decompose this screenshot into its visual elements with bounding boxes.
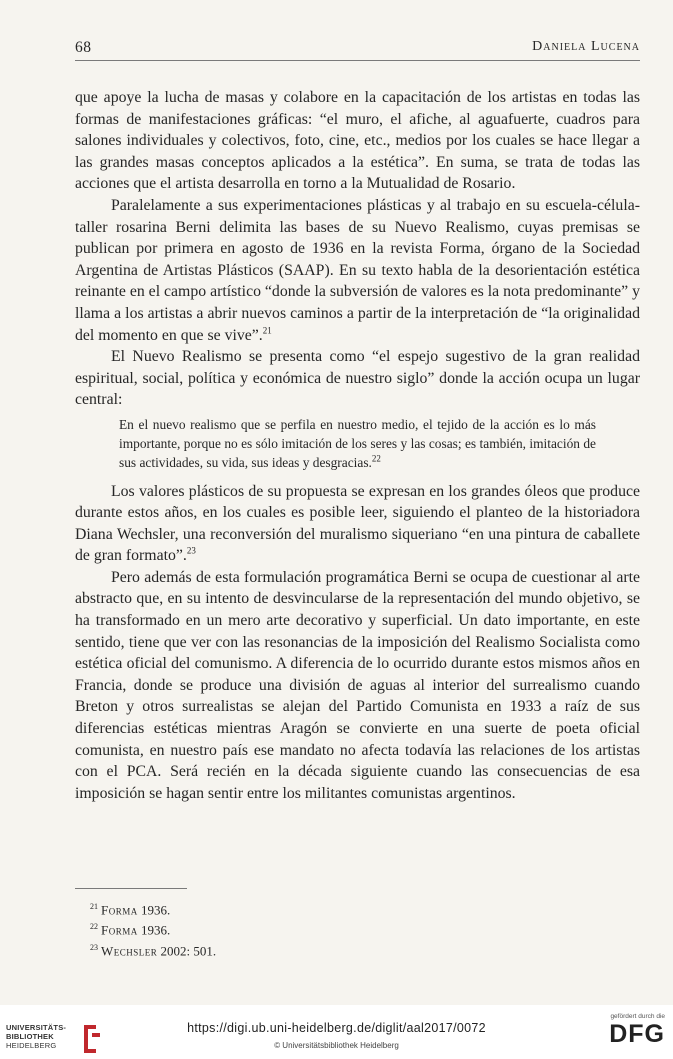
header-rule [75, 60, 640, 61]
copyright-notice: © Universitätsbibliothek Heidelberg [274, 1041, 399, 1050]
footnotes [90, 898, 490, 959]
block-quote: En el nuevo realismo que se perfila en nuestro medio, el tejido de la acción es lo más importante, porque no es sólo imitación de los seres y las cosas; es también, imitación de sus actividades, su vida, sus ideas y desgracias.$^{22}$ [119, 416, 596, 471]
body-text [75, 87, 640, 804]
paragraph-4: Los valores plásticos de su propuesta se expresan en los grandes óleos que produce durante estos años, en los cuales es posible leer, siguiendo el planteo de la historiadora Diana Wechsler, una reconversión del muralismo siqueriano “en una pintura de caballete de gran formato”.$^{23}$ [75, 482, 640, 565]
library-logo[interactable]: UNIVERSITÄTS- BIBLIOTHEK HEIDELBERG [6, 1023, 116, 1057]
running-head [75, 39, 640, 61]
permalink-url[interactable]: https://digi.ub.uni-heidelberg.de/diglit/aal2017/0072 [187, 1021, 486, 1035]
running-head-author: Daniela Lucena [532, 39, 640, 54]
footnote-ref-23[interactable]: 23 [186, 546, 196, 557]
page-number: 68 [75, 39, 92, 56]
footnote-rule [75, 888, 187, 889]
paragraph-1: que apoye la lucha de masas y colabore en la capacitación de los artistas en todas las formas de manifestaciones gráficas: “el muro, el afiche, al aguafuerte, cuadros para salones individuales y colectivos, foto, cine, etc., medios por los cuales se hace llegar a las grandes masas conceptos aplicados a la estética”. En suma, se trata de todas las acciones que el artista desarrolla en torno a la Mutualidad de Rosario. [75, 89, 640, 193]
footnote-21: $^{21}$ Forma 1936. [90, 902, 171, 918]
footnote-22: $^{22}$ Forma 1936. [90, 922, 171, 938]
dfg-logo[interactable]: gefördert durch die DFG [609, 1013, 665, 1048]
footnote-ref-22[interactable]: 22 [371, 453, 381, 464]
paragraph-2: Paralelamente a sus experimentaciones plásticas y al trabajo en su escuela-célula-taller rosarina Berni delimita las bases de su Nuevo Realismo, cuyas premisas se publican por primera en agosto de 1936 en la revista Forma, órgano de la Sociedad Argentina de Artistas Plásticos (SAAP). En su texto habla de la desorientación estética reinante en el campo artístico “donde la subversión de valores es la nota predominante” y llama a los artistas a abrir nuevos caminos a partir de la interpretación de “la originalidad del momento en que se vive”.$^{21}$ [75, 196, 640, 344]
paragraph-5: Pero además de esta formulación programática Berni se ocupa de cuestionar al arte abstracto que, en su intento de desvincularse de la representación del mundo objetivo, se ha transformado en un mero arte decorativo y superficial. Un dato importante, en este sentido, tiene que ver con las resonancias de la imposición del Realismo Socialista como estética oficial del comunismo. A diferencia de lo ocurrido durante estos mismos años en Francia, donde se produce una división de aguas al interior del surrealismo cuando Breton y otros surrealistas se alejan del Partido Comunista en 1933 a raíz de sus diferencias estéticas mientras Aragón se convierte en una suerte de poeta oficial comunista, en nuestro país ese mandato no afecta todavía las relaciones de los artistas con el PCA. Será recién en la década siguiente cuando las consecuencias de esa imposición se hagan sentir entre los militantes comunistas argentinos. [75, 568, 640, 802]
footnote-23: $^{23}$ Wechsler 2002: 501. [90, 942, 217, 958]
paragraph-3: El Nuevo Realismo se presenta como “el espejo sugestivo de la gran realidad espiritual, social, política y económica de nuestro siglo” donde la acción ocupa un lugar central: [75, 348, 640, 409]
viewer-footer [0, 1005, 673, 1059]
footnote-ref-21[interactable]: 21 [262, 325, 272, 336]
